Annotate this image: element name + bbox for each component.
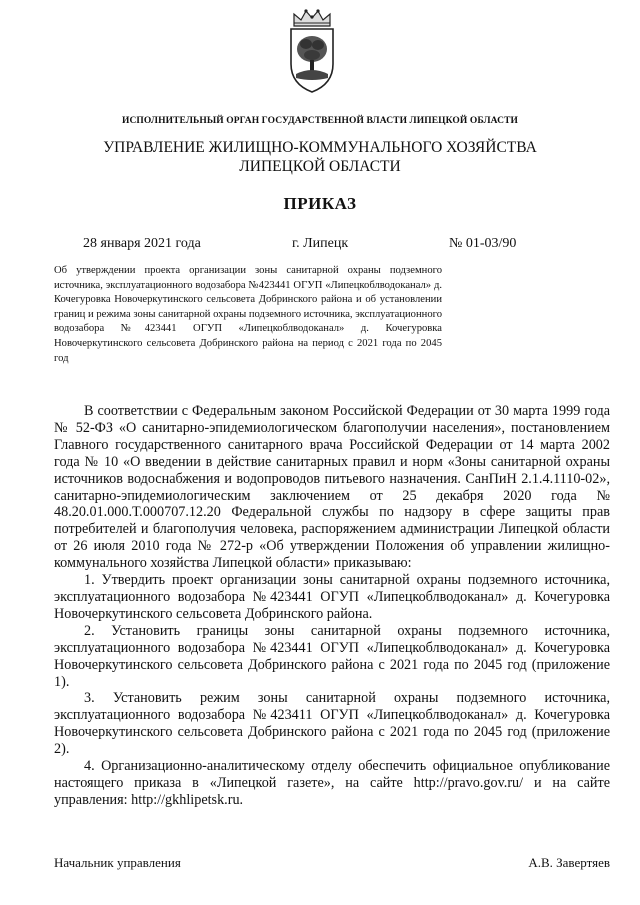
issuing-authority: ИСПОЛНИТЕЛЬНЫЙ ОРГАН ГОСУДАРСТВЕННОЙ ВЛАСТИ ЛИПЕЦКОЙ ОБЛАСТИ xyxy=(121,116,519,126)
document-date: 28 января 2021 года xyxy=(83,236,201,251)
document-subject: Об утверждении проекта организации зоны санитарной охраны подземного источника, эксплуатационного водозабора №423441 ОГУП «Липецкоблводоканал» д. Кочегуровка Новочеркутинского сельсовета Добринского района и об установлении границ и режима зоны санитарной охраны подземного источника, эксплуатационного водозабора №423441 ОГУП «Липецкоблводоканал» д. Кочегуровка Новочеркутинского сельсовета Добринского района на период с 2021 года по 2045 год xyxy=(54,265,442,364)
order-item-3: 3. Установить режим зоны санитарной охраны подземного источника, эксплуатационного водозабора №423411 ОГУП «Липецкоблводоканал» д. Кочегуровка Новочеркутинского сельсовета Добринского района с 2021 года по 2045 год (приложение 2). xyxy=(54,690,610,758)
document-type-title: ПРИКАЗ xyxy=(283,194,357,213)
department-name-line2: ЛИПЕЦКОЙ ОБЛАСТИ xyxy=(239,158,401,175)
document-number: № 01-03/90 xyxy=(449,236,517,251)
order-item-4: 4. Организационно-аналитическому отделу обеспечить официальное опубликование настоящего приказа в «Липецкой газете», на сайте http://pravo.gov.ru/ и на сайте управления: http://gkhlipetsk.ru. xyxy=(54,758,610,808)
lipetsk-coat-of-arms-icon xyxy=(286,8,338,94)
order-item-1: 1. Утвердить проект организации зоны санитарной охраны подземного источника, эксплуатационного водозабора №423441 ОГУП «Липецкоблводоканал» д. Кочегуровка Новочеркутинского сельсовета Добринского района. xyxy=(54,572,610,622)
signatory-name: А.В. Завертяев xyxy=(528,855,610,870)
signatory-title: Начальник управления xyxy=(54,855,181,870)
preamble-paragraph: В соответствии с Федеральным законом Российской Федерации от 30 марта 1999 года № 52-ФЗ «О санитарно-эпидемиологическом благополучии населения», постановлением Главного государственного санитарного врача Российской Федерации от 14 марта 2002 года № 10 «О введении в действие санитарных правил и норм «Зоны санитарной охраны источников водоснабжения и водопроводов питьевого назначения. СанПиН 2.1.4.1110-02», санитарно-эпидемиологическим заключением от 25 декабря 2020 года № 48.20.01.000.Т.000707.12.20 Федеральной службы по надзору в сфере защиты прав потребителей и благополучия человека, распоряжением администрации Липецкой области от 26 июля 2010 года № 272-р «Об утверждении Положения об управлении жилищно-коммунального хозяйства Липецкой области» приказываю: xyxy=(54,403,610,572)
order-item-2: 2. Установить границы зоны санитарной охраны подземного источника, эксплуатационного водозабора №423441 ОГУП «Липецкоблводоканал» д. Кочегуровка Новочеркутинского сельсовета Добринского района с 2021 года по 2045 год (приложение 1). xyxy=(54,622,610,690)
department-name-line1: УПРАВЛЕНИЕ ЖИЛИЩНО-КОММУНАЛЬНОГО ХОЗЯЙСТВА xyxy=(103,139,537,156)
document-body xyxy=(54,403,610,809)
document-city: г. Липецк xyxy=(292,236,349,251)
department-name xyxy=(0,138,640,176)
